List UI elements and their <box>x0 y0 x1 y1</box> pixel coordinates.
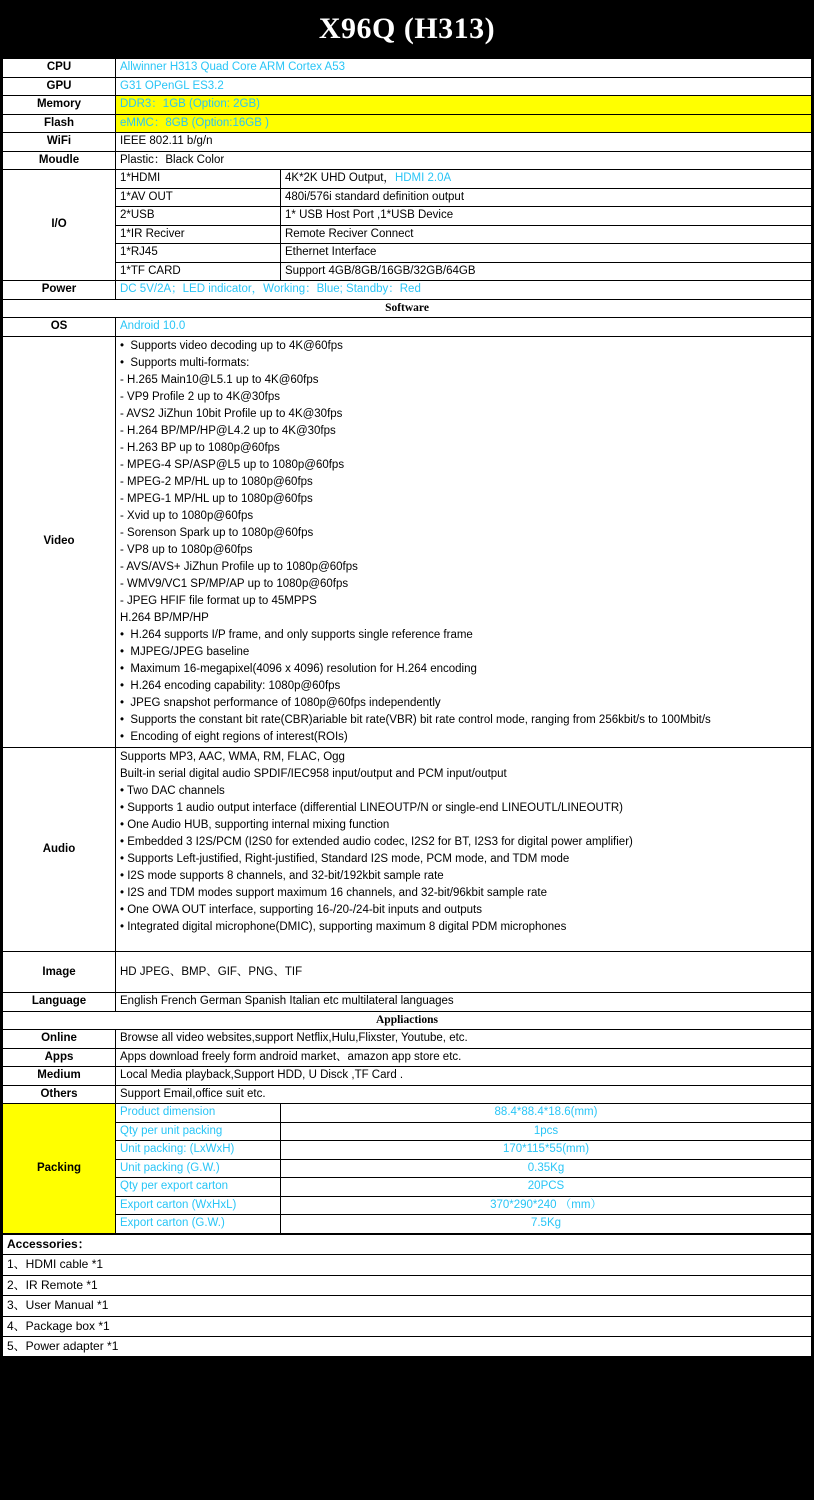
io-port-6: 1*TF CARD <box>116 262 281 281</box>
io-desc-1 <box>281 170 812 189</box>
row-label-gpu: GPU <box>3 77 116 96</box>
list-item: • Two DAC channels <box>120 785 225 798</box>
table-row-image <box>3 952 812 993</box>
table-row <box>3 1316 812 1336</box>
list-item: 5、Power adapter *1 <box>3 1336 812 1356</box>
row-label-memory: Memory <box>3 96 116 115</box>
table-row-packing-7 <box>3 1215 812 1234</box>
accessories-heading-row <box>3 1234 812 1254</box>
table-row-software-heading <box>3 299 812 318</box>
list-item: - AVS2 JiZhun 10bit Profile up to 4K@30fps <box>120 407 343 420</box>
table-row <box>3 1336 812 1356</box>
table-row-medium <box>3 1067 812 1086</box>
list-item: 1、HDMI cable *1 <box>3 1255 812 1275</box>
row-label-moudle: Moudle <box>3 151 116 170</box>
list-item: - MPEG-4 SP/ASP@L5 up to 1080p@60fps <box>120 458 345 471</box>
table-row-cpu <box>3 59 812 78</box>
table-row-packing-2 <box>3 1122 812 1141</box>
row-value-power <box>116 281 812 300</box>
row-value-os: Android 10.0 <box>116 318 812 337</box>
row-value-online: Browse all video websites,support Netflix,Hulu,Flixster, Youtube, etc. <box>116 1030 812 1049</box>
row-label-apps: Apps <box>3 1048 116 1067</box>
table-row-io-4 <box>3 225 812 244</box>
video-feature-list <box>120 338 807 746</box>
list-item: - VP9 Profile 2 up to 4K@30fps <box>120 390 280 403</box>
io-desc-1-highlight: HDMI 2.0A <box>394 172 452 185</box>
list-item: Built-in serial digital audio SPDIF/IEC958 input/output and PCM input/output <box>120 768 507 781</box>
packing-value-4: 0.35Kg <box>281 1159 812 1178</box>
list-item: • Embedded 3 I2S/PCM (I2S0 for extended audio codec, I2S2 for BT, I2S3 for digital power amplifier) <box>120 836 633 849</box>
io-port-3: 2*USB <box>116 207 281 226</box>
list-item: • Supports Left-justified, Right-justified, Standard I2S mode, PCM mode, and TDM mode <box>120 853 570 866</box>
table-row-io-6 <box>3 262 812 281</box>
list-item: • JPEG snapshot performance of 1080p@60fps independently <box>120 697 441 710</box>
packing-value-6: 370*290*240 （mm） <box>281 1196 812 1215</box>
row-label-video: Video <box>3 336 116 747</box>
list-item: • Supports multi-formats: <box>120 356 250 369</box>
row-value-others: Support Email,office suit etc. <box>116 1085 812 1104</box>
row-value-audio <box>116 748 812 952</box>
list-item: - H.264 BP/MP/HP@L4.2 up to 4K@30fps <box>120 424 336 437</box>
io-port-5: 1*RJ45 <box>116 244 281 263</box>
list-item: • I2S mode supports 8 channels, and 32-bit/192kbit sample rate <box>120 870 444 883</box>
packing-name-7: Export carton (G.W.) <box>116 1215 281 1234</box>
packing-value-5: 20PCS <box>281 1178 812 1197</box>
list-item: - Xvid up to 1080p@60fps <box>120 509 254 522</box>
table-row-io-3 <box>3 207 812 226</box>
packing-name-2: Qty per unit packing <box>116 1122 281 1141</box>
row-label-power: Power <box>3 281 116 300</box>
row-value-gpu: G31 OPenGL ES3.2 <box>116 77 812 96</box>
packing-value-3: 170*115*55(mm) <box>281 1141 812 1160</box>
page-title: X96Q (H313) <box>0 0 814 58</box>
table-row-language <box>3 993 812 1012</box>
io-desc-2: 480i/576i standard definition output <box>281 188 812 207</box>
list-item: - AVS/AVS+ JiZhun Profile up to 1080p@60fps <box>120 560 358 573</box>
list-item: - MPEG-1 MP/HL up to 1080p@60fps <box>120 492 313 505</box>
row-value-video <box>116 336 812 747</box>
row-label-language: Language <box>3 993 116 1012</box>
table-row-packing-5 <box>3 1178 812 1197</box>
list-item: H.264 BP/MP/HP <box>120 611 209 624</box>
list-item: - H.263 BP up to 1080p@60fps <box>120 441 280 454</box>
packing-value-1: 88.4*88.4*18.6(mm) <box>281 1104 812 1123</box>
list-item: • Supports video decoding up to 4K@60fps <box>120 339 343 352</box>
list-item: 4、Package box *1 <box>3 1316 812 1336</box>
table-row-moudle <box>3 151 812 170</box>
list-item: - VP8 up to 1080p@60fps <box>120 543 253 556</box>
io-port-2: 1*AV OUT <box>116 188 281 207</box>
list-item: Supports MP3, AAC, WMA, RM, FLAC, Ogg <box>120 751 345 764</box>
packing-value-2: 1pcs <box>281 1122 812 1141</box>
audio-feature-list <box>120 749 807 936</box>
io-desc-1-text: 4K*2K UHD Output， <box>285 172 395 185</box>
list-item: • H.264 encoding capability: 1080p@60fps <box>120 680 341 693</box>
row-label-os: OS <box>3 318 116 337</box>
row-label-online: Online <box>3 1030 116 1049</box>
list-item: • I2S and TDM modes support maximum 16 channels, and 32-bit/96kbit sample rate <box>120 887 547 900</box>
section-heading-applications: Appliactions <box>3 1011 812 1030</box>
table-row <box>3 1255 812 1275</box>
list-item: - WMV9/VC1 SP/MP/AP up to 1080p@60fps <box>120 577 349 590</box>
list-item: • Encoding of eight regions of interest(ROIs) <box>120 731 348 744</box>
row-label-cpu: CPU <box>3 59 116 78</box>
io-port-1: 1*HDMI <box>116 170 281 189</box>
table-row <box>3 1296 812 1316</box>
table-row-packing-1 <box>3 1104 812 1123</box>
row-value-medium: Local Media playback,Support HDD, U Disck ,TF Card . <box>116 1067 812 1086</box>
table-row-os <box>3 318 812 337</box>
row-label-image: Image <box>3 952 116 993</box>
table-row-video <box>3 336 812 747</box>
list-item: - JPEG HFIF file format up to 45MPPS <box>120 594 317 607</box>
list-item: • MJPEG/JPEG baseline <box>120 646 250 659</box>
packing-value-7: 7.5Kg <box>281 1215 812 1234</box>
row-value-language: English French German Spanish Italian etc multilateral languages <box>116 993 812 1012</box>
list-item: • One Audio HUB, supporting internal mixing function <box>120 819 390 832</box>
table-row-power <box>3 281 812 300</box>
row-value-image: HD JPEG、BMP、GIF、PNG、TIF <box>116 952 812 993</box>
table-row-others <box>3 1085 812 1104</box>
table-row-apps <box>3 1048 812 1067</box>
io-desc-5: Ethernet Interface <box>281 244 812 263</box>
accessories-heading: Accessories： <box>3 1234 812 1254</box>
table-row-flash <box>3 114 812 133</box>
io-desc-4: Remote Reciver Connect <box>281 225 812 244</box>
list-item: - H.265 Main10@L5.1 up to 4K@60fps <box>120 373 319 386</box>
row-label-packing: Packing <box>3 1104 116 1234</box>
table-row-audio <box>3 748 812 952</box>
row-value-wifi: IEEE 802.11 b/g/n <box>116 133 812 152</box>
list-item: 2、IR Remote *1 <box>3 1275 812 1295</box>
table-row-wifi <box>3 133 812 152</box>
section-heading-software: Software <box>3 299 812 318</box>
row-label-others: Others <box>3 1085 116 1104</box>
packing-name-6: Export carton (WxHxL) <box>116 1196 281 1215</box>
power-indicator: Working：Blue; Standby：Red <box>263 283 421 296</box>
row-label-io: I/O <box>3 170 116 281</box>
io-desc-6: Support 4GB/8GB/16GB/32GB/64GB <box>281 262 812 281</box>
row-value-memory: DDR3：1GB (Option: 2GB) <box>116 96 812 115</box>
list-item: • Supports 1 audio output interface (differential LINEOUTP/N or single-end LINEOUTL/LINEOUTR) <box>120 802 624 815</box>
io-port-4: 1*IR Reciver <box>116 225 281 244</box>
table-row-packing-6 <box>3 1196 812 1215</box>
io-desc-3: 1* USB Host Port ,1*USB Device <box>281 207 812 226</box>
table-row-applications-heading <box>3 1011 812 1030</box>
accessories-table <box>2 1234 812 1357</box>
packing-name-5: Qty per export carton <box>116 1178 281 1197</box>
list-item: • H.264 supports I/P frame, and only supports single reference frame <box>120 629 473 641</box>
table-row-packing-3 <box>3 1141 812 1160</box>
list-item: • Supports the constant bit rate(CBR)ariable bit rate(VBR) bit rate control mode, ranging from 256kbit/s to 100Mbit/s <box>120 714 711 727</box>
specification-table <box>2 58 812 1234</box>
list-item: - MPEG-2 MP/HL up to 1080p@60fps <box>120 475 313 488</box>
table-row-memory <box>3 96 812 115</box>
row-label-medium: Medium <box>3 1067 116 1086</box>
packing-name-4: Unit packing (G.W.) <box>116 1159 281 1178</box>
row-value-cpu: Allwinner H313 Quad Core ARM Cortex A53 <box>116 59 812 78</box>
list-item: • Integrated digital microphone(DMIC), supporting maximum 8 digital PDM microphones <box>120 921 567 934</box>
table-row-io-5 <box>3 244 812 263</box>
row-label-flash: Flash <box>3 114 116 133</box>
table-row <box>3 1275 812 1295</box>
list-item: 3、User Manual *1 <box>3 1296 812 1316</box>
list-item: • Maximum 16-megapixel(4096 x 4096) resolution for H.264 encoding <box>120 663 477 676</box>
table-row-io-1 <box>3 170 812 189</box>
table-row-gpu <box>3 77 812 96</box>
table-row-online <box>3 1030 812 1049</box>
row-value-apps: Apps download freely form android market、amazon app store etc. <box>116 1048 812 1067</box>
table-row-packing-4 <box>3 1159 812 1178</box>
table-row-io-2 <box>3 188 812 207</box>
row-label-wifi: WiFi <box>3 133 116 152</box>
list-item: - Sorenson Spark up to 1080p@60fps <box>120 526 314 539</box>
row-value-flash: eMMC：8GB (Option:16GB ) <box>116 114 812 133</box>
packing-name-1: Product dimension <box>116 1104 281 1123</box>
list-item: • One OWA OUT interface, supporting 16-/20-/24-bit inputs and outputs <box>120 904 482 917</box>
row-label-audio: Audio <box>3 748 116 952</box>
row-value-moudle: Plastic：Black Color <box>116 151 812 170</box>
packing-name-3: Unit packing: (LxWxH) <box>116 1141 281 1160</box>
power-prefix: DC 5V/2A；LED indicator， <box>120 283 264 296</box>
